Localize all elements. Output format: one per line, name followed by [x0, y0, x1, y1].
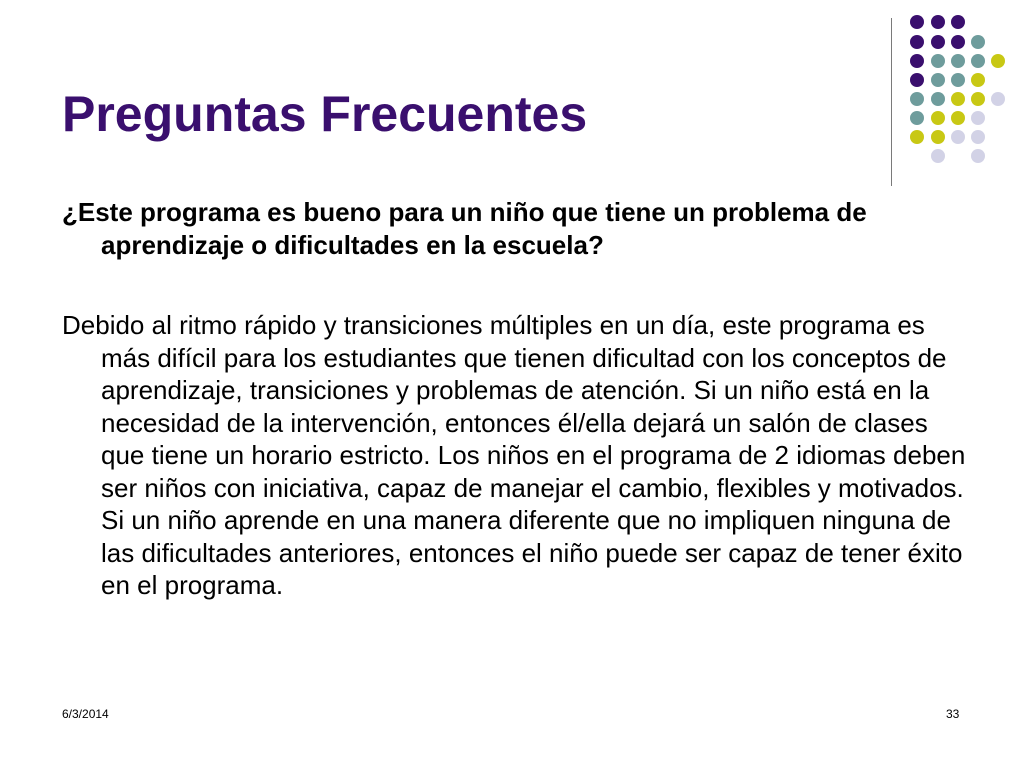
decorative-dot — [971, 111, 985, 125]
footer-page-number: 33 — [946, 707, 960, 721]
vertical-divider — [891, 18, 892, 186]
decorative-dot — [951, 35, 965, 49]
decorative-dot — [951, 111, 965, 125]
decorative-dot — [910, 111, 924, 125]
decorative-dot — [971, 92, 985, 106]
footer-date: 6/3/2014 — [62, 707, 109, 721]
decorative-dot — [910, 130, 924, 144]
decorative-dot — [991, 92, 1005, 106]
slide-body — [62, 196, 972, 602]
decorative-dot — [951, 15, 965, 29]
answer-text: Debido al ritmo rápido y transiciones múltiples en un día, este programa es más difícil para los estudiantes que tienen dificultad con los conceptos de aprendizaje, transiciones y problemas de atención. Si un niño está en la necesidad de la intervención, entonces él/ella dejará un salón de clases que tiene un horario estricto. Los niños en el programa de 2 idiomas deben ser niños con iniciativa, capaz de manejar el cambio, flexibles y motivados. Si un niño aprende en una manera diferente que no impliquen ninguna de las dificultades anteriores, entonces el niño puede ser capaz de tener éxito en el programa. — [62, 310, 966, 600]
question-text: ¿Este programa es bueno para un niño que tiene un problema de aprendizaje o dificultades en la escuela? — [62, 197, 867, 260]
decorative-dot — [951, 130, 965, 144]
decorative-dot — [931, 35, 945, 49]
decorative-dot — [910, 73, 924, 87]
decorative-dot — [951, 73, 965, 87]
decorative-dot — [971, 35, 985, 49]
decorative-dot — [951, 92, 965, 106]
decorative-dot — [910, 92, 924, 106]
decorative-dot — [931, 130, 945, 144]
decorative-dot — [971, 149, 985, 163]
decorative-dot — [931, 149, 945, 163]
decorative-dot — [971, 54, 985, 68]
slide-title: Preguntas Frecuentes — [62, 86, 588, 142]
decorative-dot — [931, 111, 945, 125]
decorative-dot — [971, 130, 985, 144]
decorative-dot — [910, 15, 924, 29]
decorative-dot — [931, 54, 945, 68]
decorative-dot — [951, 54, 965, 68]
decorative-dot — [971, 73, 985, 87]
decorative-dot — [931, 92, 945, 106]
decorative-dot — [931, 73, 945, 87]
decorative-dot — [910, 54, 924, 68]
decorative-dot — [991, 54, 1005, 68]
decorative-dot — [931, 15, 945, 29]
decorative-dot — [910, 35, 924, 49]
